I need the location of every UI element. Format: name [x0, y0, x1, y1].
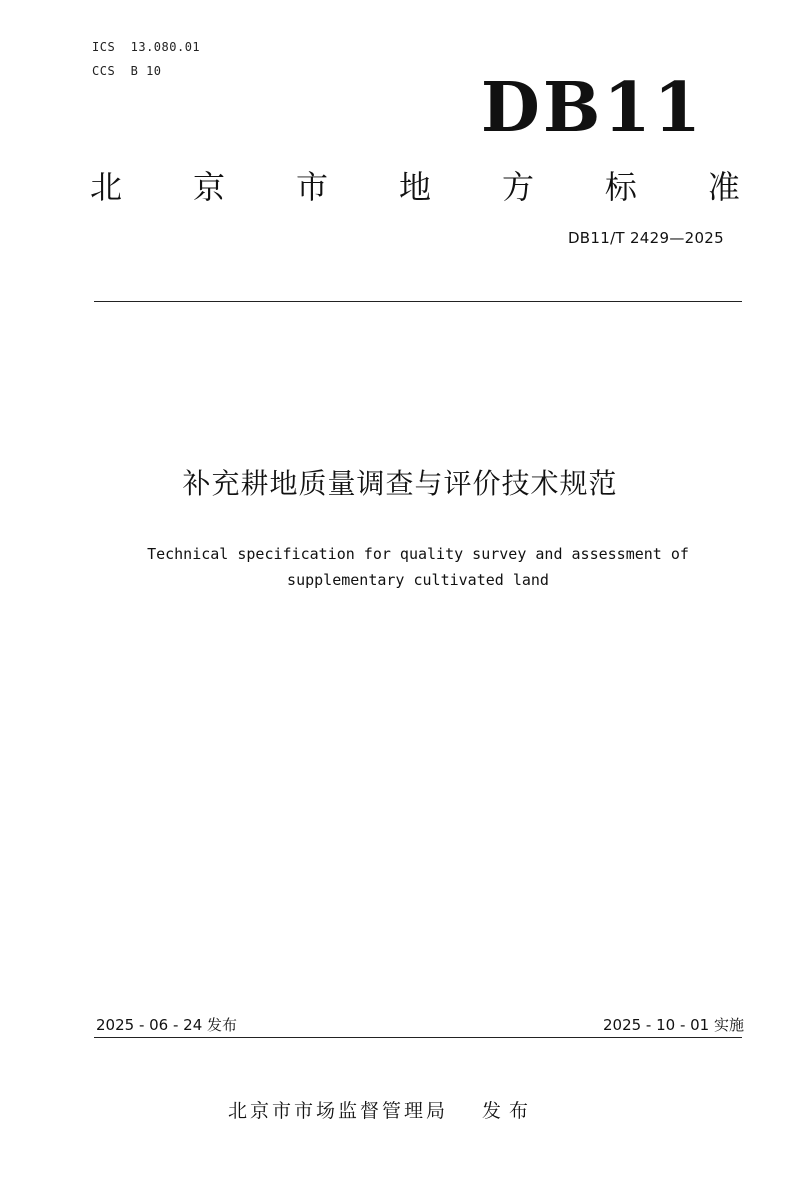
issuing-organization: 北京市市场监督管理局 — [228, 1100, 449, 1122]
title-chinese: 补充耕地质量调查与评价技术规范 — [182, 467, 618, 500]
standard-type-char: 地 — [398, 168, 431, 206]
issue-date: 2025 - 06 - 24 发布 — [96, 1016, 238, 1034]
standard-type-char: 方 — [501, 168, 534, 206]
standard-type-heading — [90, 160, 740, 210]
ccs-code: CCS B 10 — [92, 64, 162, 78]
standard-type-char: 准 — [707, 168, 740, 206]
issue-action: 发布 — [482, 1100, 537, 1122]
ics-code: ICS 13.080.01 — [92, 40, 201, 54]
issuer-line — [228, 1096, 536, 1123]
standard-number: DB11/T 2429—2025 — [567, 229, 724, 247]
footer-divider — [94, 1037, 742, 1038]
standard-type-char: 标 — [604, 168, 637, 206]
standard-code-mark: DB11 — [480, 68, 704, 148]
header-divider — [94, 301, 742, 302]
standard-type-char: 市 — [295, 168, 328, 206]
standard-type-char: 北 — [90, 168, 123, 206]
title-english-line-2: supplementary cultivated land — [287, 571, 549, 589]
title-english-line-1: Technical specification for quality survey and assessment of — [147, 545, 689, 563]
standard-type-char: 京 — [192, 168, 225, 206]
implementation-date: 2025 - 10 - 01 实施 — [602, 1016, 744, 1034]
